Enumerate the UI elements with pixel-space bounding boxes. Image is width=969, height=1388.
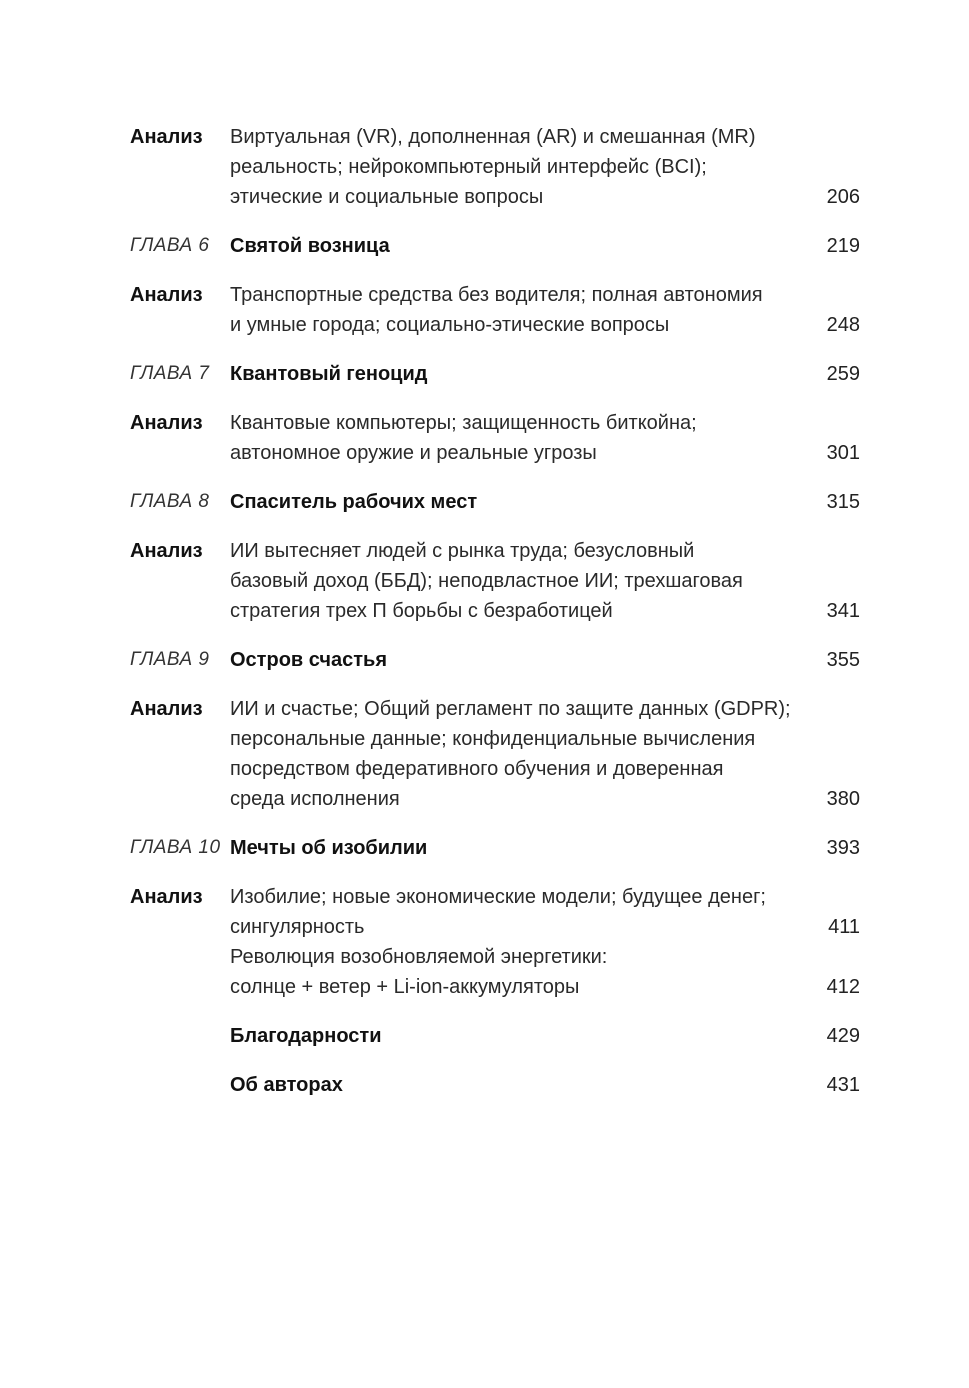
section-title: Об авторах: [230, 1074, 343, 1096]
entry-line: базовый доход (ББД); неподвластное ИИ; трехшаговая: [230, 570, 743, 592]
chapter-label: ГЛАВА 10: [130, 837, 221, 858]
page-number: 431: [826, 1074, 860, 1096]
page-number: 248: [826, 314, 860, 336]
table-of-contents: [130, 122, 860, 1100]
page-number: 259: [826, 363, 860, 385]
entry-line: Революция возобновляемой энергетики:: [230, 946, 608, 968]
toc-entry-chapter: [130, 645, 860, 675]
chapter-label: ГЛАВА 8: [130, 491, 210, 512]
entry-line: солнце + ветер + Li-ion-аккумуляторы: [230, 976, 580, 998]
page-number: 411: [828, 916, 860, 938]
entry-label: Анализ: [130, 886, 203, 908]
entry-line: автономное оружие и реальные угрозы: [230, 442, 597, 464]
entry-line: Квантовые компьютеры; защищенность биткойна;: [230, 412, 697, 434]
page-number: 380: [826, 788, 860, 810]
toc-entry-analysis: [130, 408, 860, 468]
page-number: 341: [826, 600, 860, 622]
entry-line: сингулярность: [230, 916, 365, 938]
entry-line: ИИ вытесняет людей с рынка труда; безусловный: [230, 540, 695, 562]
entry-line: Виртуальная (VR), дополненная (AR) и смешанная (MR): [230, 126, 756, 148]
page-number: 315: [826, 491, 860, 513]
chapter-label: ГЛАВА 7: [130, 363, 210, 384]
entry-line: ИИ и счастье; Общий регламент по защите данных (GDPR);: [230, 698, 791, 720]
chapter-title: Мечты об изобилии: [230, 837, 428, 859]
toc-entry-analysis: [130, 536, 860, 626]
page-number: 206: [826, 186, 860, 208]
page-number: 393: [826, 837, 860, 859]
toc-entry-chapter: [130, 833, 860, 863]
entry-label: Анализ: [130, 698, 203, 720]
entry-line: среда исполнения: [230, 788, 400, 810]
page-number: 301: [826, 442, 860, 464]
page-number: 429: [826, 1025, 860, 1047]
toc-entry-chapter: [130, 359, 860, 389]
entry-line: этические и социальные вопросы: [230, 186, 544, 208]
toc-entry-chapter: [130, 487, 860, 517]
page-number: 355: [826, 649, 860, 671]
toc-entry-analysis: [130, 882, 860, 1002]
toc-entry-analysis: [130, 280, 860, 340]
entry-line: посредством федеративного обучения и доверенная: [230, 758, 724, 780]
entry-line: персональные данные; конфиденциальные вычисления: [230, 728, 756, 750]
entry-label: Анализ: [130, 284, 203, 306]
entry-label: Анализ: [130, 126, 203, 148]
chapter-label: ГЛАВА 9: [130, 649, 210, 670]
chapter-title: Остров счастья: [230, 649, 387, 671]
entry-line: реальность; нейрокомпьютерный интерфейс (BCI);: [230, 156, 707, 178]
entry-line: Изобилие; новые экономические модели; будущее денег;: [230, 886, 766, 908]
toc-entry-chapter: [130, 231, 860, 261]
entry-label: Анализ: [130, 540, 203, 562]
toc-entry-analysis: [130, 694, 860, 814]
chapter-label: ГЛАВА 6: [130, 235, 210, 256]
entry-line: стратегия трех П борьбы с безработицей: [230, 600, 613, 622]
entry-line: и умные города; социально-этические вопросы: [230, 314, 670, 336]
section-title: Благодарности: [230, 1025, 382, 1047]
page-number: 219: [826, 235, 860, 257]
page-number: 412: [826, 976, 860, 998]
entry-line: Транспортные средства без водителя; полная автономия: [230, 284, 763, 306]
chapter-title: Спаситель рабочих мест: [230, 491, 478, 513]
chapter-title: Квантовый геноцид: [230, 363, 428, 385]
entry-label: Анализ: [130, 412, 203, 434]
toc-entry-backmatter: [130, 1021, 860, 1051]
toc-entry-backmatter: [130, 1070, 860, 1100]
toc-entry-analysis: [130, 122, 860, 212]
chapter-title: Святой возница: [230, 235, 390, 257]
